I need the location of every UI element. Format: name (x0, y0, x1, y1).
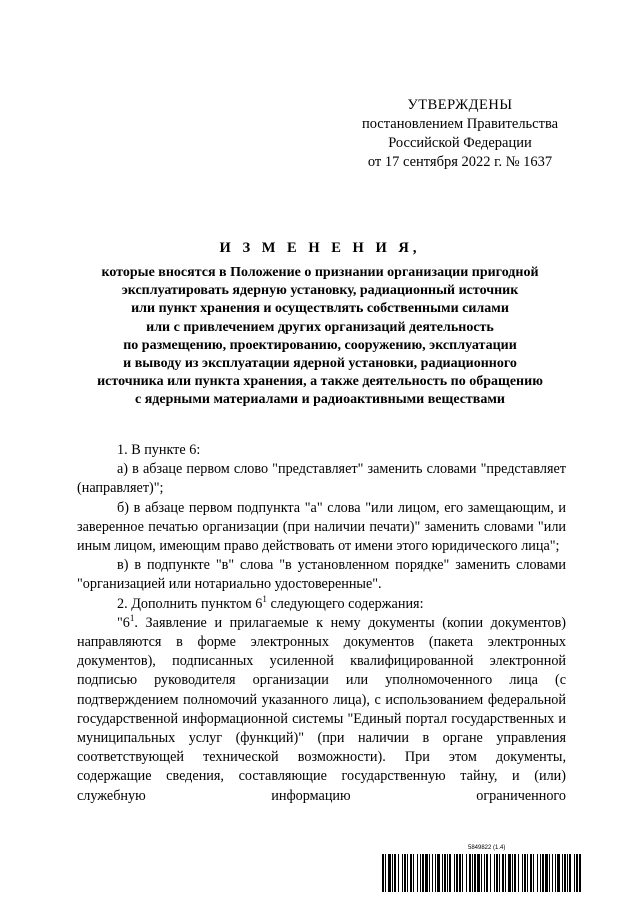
barcode-bar (456, 854, 458, 892)
paragraph-2-text: 2. Дополнить пунктом 6 (117, 595, 263, 612)
paragraph-1: 1. В пункте 6: (117, 442, 201, 458)
barcode-bar (576, 854, 578, 892)
subtitle-line: которые вносятся в Положение о признании организации пригодной (101, 265, 539, 280)
barcode-bar (490, 854, 491, 892)
barcode-bar (466, 854, 467, 892)
barcode-bar (481, 854, 482, 892)
subtitle-line: и выводу из эксплуатации ядерной установки, радиационного (123, 356, 517, 372)
barcode-bar (404, 854, 406, 892)
barcode-bar (505, 854, 506, 892)
barcode-bar (537, 854, 538, 892)
barcode-bar (567, 854, 568, 892)
barcode-bar (447, 854, 448, 892)
barcode-bar (442, 854, 443, 892)
paragraph-1b: б) в абзаце первом подпункта "а" слова "или лицом, его замещающим, и заверенное печатью организации (при наличии печати)" заменить словами "или иным лицом, имеющим право действовать от имени этого юридического лица"; (77, 499, 566, 555)
barcode-bar (444, 854, 446, 892)
barcode-image (382, 854, 582, 892)
barcode-bar (499, 854, 500, 892)
barcode-bar (402, 854, 403, 892)
barcode-bar (522, 854, 523, 892)
barcode-bar (474, 854, 476, 892)
barcode-bar (552, 854, 553, 892)
subtitle-line: или с привлечением других организаций деятельность (146, 319, 494, 335)
subtitle-line: эксплуатировать ядерную установку, радиационный источник (121, 283, 519, 299)
barcode-bar (549, 854, 550, 892)
barcode-bar (562, 854, 563, 892)
subtitle-line: или пункт хранения и осуществлять собственными силами (131, 301, 509, 317)
barcode-bar (459, 854, 461, 892)
barcode-bar (407, 854, 408, 892)
barcode-bar (545, 854, 548, 892)
paragraph-2 (77, 595, 566, 614)
paragraph-1a: а) в абзаце первом слово "представляет" заменить словами "представляет (направляет)"; (77, 461, 566, 497)
barcode-bar (398, 854, 399, 892)
barcode-bar (382, 854, 384, 892)
barcode-bar (417, 854, 418, 892)
document-subtitle (60, 264, 580, 410)
barcode-bar (540, 854, 541, 892)
barcode-number: 5849822 (1.4) (468, 845, 506, 851)
barcode-bar (437, 854, 440, 892)
barcode-bar (514, 854, 516, 892)
barcode-bar (432, 854, 433, 892)
barcode-bar (422, 854, 424, 892)
barcode-bar (484, 854, 485, 892)
document-body (77, 441, 566, 806)
barcode-bar (469, 854, 471, 892)
barcode-bar (564, 854, 566, 892)
barcode-bar (569, 854, 571, 892)
barcode-bar (533, 854, 534, 892)
approval-heading: УТВЕРЖДЕНЫ (407, 97, 513, 113)
barcode-bar (392, 854, 393, 892)
approval-line-2: Российской Федерации (388, 135, 532, 151)
subtitle-line: источника или пункта хранения, а также деятельность по обращению (97, 374, 543, 390)
barcode-bar (429, 854, 430, 892)
barcode-bar (410, 854, 412, 892)
approval-block (340, 96, 580, 172)
paragraph-6-1-text: . Заявление и прилагаемые к нему документы (копии документов) направляются в форме электронных документов (пакета электронных документов), подписанных усиленной квалифицированной электронной подписью руководителя организации или уполномоченного лица (с подтверждением полномочий указанного лица), с использованием федеральной государственной информационной системы "Единый портал государственных и муниципальных услуг (функций)" (при наличии в органе управления соответствующей технической возможности). При этом документы, содержащие сведения, составляющие государственную тайну, и (или) служебную информацию ограниченного (77, 614, 566, 804)
barcode-bar (496, 854, 498, 892)
superscript: 1 (129, 612, 135, 623)
barcode-bar (494, 854, 495, 892)
barcode-bar (524, 854, 526, 892)
barcode-bar (454, 854, 455, 892)
barcode-bar (502, 854, 504, 892)
approval-line-1: постановлением Правительства (361, 116, 559, 132)
subtitle-line: с ядерными материалами и радиоактивными веществами (135, 392, 505, 408)
barcode-bar (555, 854, 556, 892)
barcode-bar (574, 854, 575, 892)
barcode-bar (425, 854, 428, 892)
barcode-bar (542, 854, 544, 892)
barcode-bar (579, 854, 581, 892)
barcode-bar (420, 854, 421, 892)
barcode-bar (385, 854, 386, 892)
barcode-bar (486, 854, 488, 892)
barcode-bar (512, 854, 513, 892)
barcode-bar (508, 854, 511, 892)
paragraph-6-1-start: "6 (117, 614, 130, 631)
barcode-bar (557, 854, 560, 892)
barcode-bar (518, 854, 519, 892)
barcode-bar (527, 854, 528, 892)
approval-date-number: от 17 сентября 2022 г. № 1637 (367, 154, 553, 170)
superscript: 1 (262, 593, 267, 604)
barcode-bar (530, 854, 532, 892)
paragraph-6-1 (77, 614, 566, 806)
barcode-bar (435, 854, 436, 892)
subtitle-line: по размещению, проектированию, сооружению, эксплуатации (123, 337, 517, 353)
paragraph-2-text-end: следующего содержания: (266, 595, 424, 612)
barcode-bar (462, 854, 463, 892)
barcode-bar (388, 854, 391, 892)
paragraph-1v: в) в подпункте "в" слова "в установленном порядке" заменить словами "организацией или нотариально удостоверенные". (77, 557, 566, 593)
barcode-bar (472, 854, 473, 892)
barcode-bar (413, 854, 414, 892)
barcode-bar (394, 854, 396, 892)
barcode-block (382, 845, 582, 893)
barcode-bar (477, 854, 480, 892)
barcode-bar (449, 854, 451, 892)
document-title: И З М Е Н Е Н И Я, (219, 240, 421, 256)
